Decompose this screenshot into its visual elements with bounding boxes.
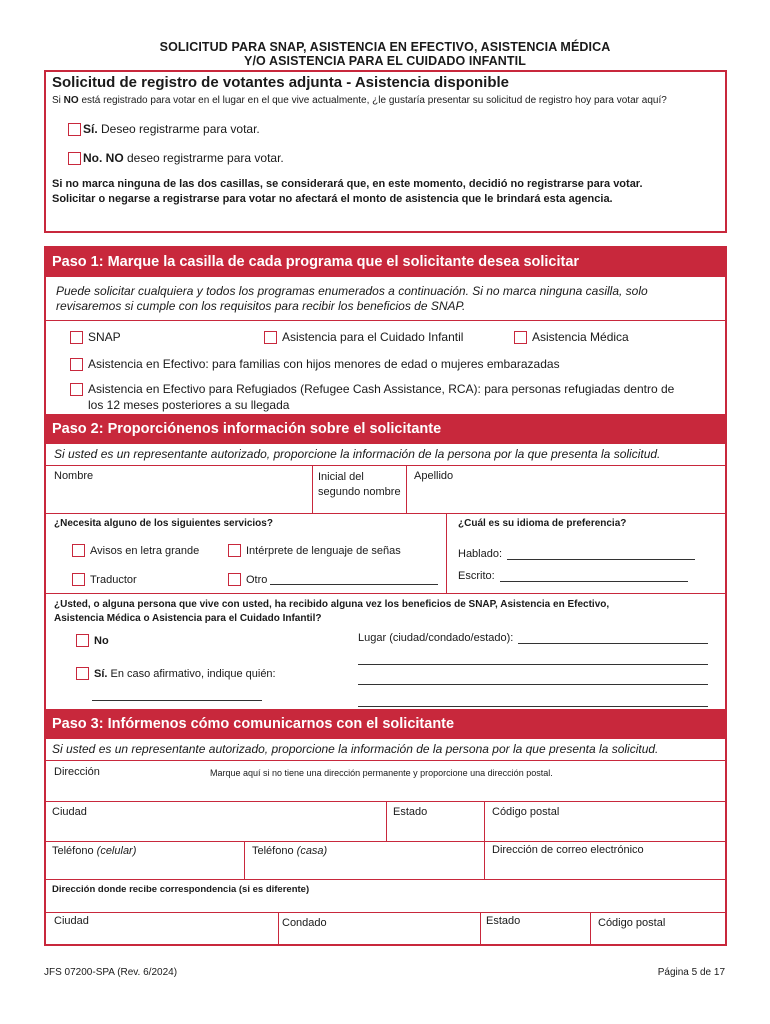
service-other[interactable]: Otro bbox=[228, 573, 438, 586]
divider bbox=[480, 912, 481, 946]
place-input-3[interactable] bbox=[358, 674, 708, 685]
divider bbox=[446, 513, 447, 593]
mailing-city-label: Ciudad bbox=[54, 915, 89, 927]
divider bbox=[278, 912, 279, 946]
step2-instruction: Si usted es un representante autorizado, proporcione la información de la persona por la que presenta la solicitud. bbox=[54, 447, 661, 461]
divider bbox=[46, 912, 725, 913]
snap-checkbox[interactable] bbox=[70, 331, 83, 344]
state-label: Estado bbox=[393, 806, 428, 818]
spoken-language-field[interactable]: Hablado: bbox=[458, 548, 695, 560]
place-input-4[interactable] bbox=[358, 696, 708, 707]
translator-checkbox[interactable] bbox=[72, 573, 85, 586]
step1-header: Paso 1: Marque la casilla de cada programa que el solicitante desea solicitar bbox=[44, 246, 727, 277]
divider bbox=[244, 841, 245, 879]
childcare-checkbox[interactable] bbox=[264, 331, 277, 344]
divider bbox=[484, 841, 485, 879]
place-field[interactable]: Lugar (ciudad/condado/estado): bbox=[358, 632, 708, 644]
divider bbox=[590, 912, 591, 946]
email-label: Dirección de correo electrónico bbox=[492, 844, 644, 856]
other-checkbox[interactable] bbox=[228, 573, 241, 586]
other-input[interactable] bbox=[270, 574, 438, 585]
cell-phone-label: Teléfono (celular) bbox=[52, 845, 137, 857]
divider bbox=[46, 513, 725, 514]
benefits-question-2: Asistencia Médica o Asistencia para el Cuidado Infantil? bbox=[54, 613, 322, 624]
service-translator[interactable]: Traductor bbox=[72, 573, 137, 586]
voter-no-option[interactable]: No. NO deseo registrarme para votar. bbox=[68, 151, 284, 165]
form-title-line2: Y/O ASISTENCIA PARA EL CUIDADO INFANTIL bbox=[244, 54, 526, 68]
voter-question: Si NO está registrado para votar en el lugar en el que vive actualmente, ¿le gustaría presentar su solicitud de registro hoy para votar aquí? bbox=[52, 95, 667, 106]
divider bbox=[484, 801, 485, 841]
step3-instruction: Si usted es un representante autorizado, proporcione la información de la persona por la que presenta la solicitud. bbox=[52, 742, 659, 756]
form-title-line1: SOLICITUD PARA SNAP, ASISTENCIA EN EFECTIVO, ASISTENCIA MÉDICA bbox=[159, 40, 611, 54]
language-question: ¿Cuál es su idioma de preferencia? bbox=[458, 518, 627, 529]
step1-instruction-2: revisaremos si cumple con los requisitos para recibir los beneficios de SNAP. bbox=[56, 299, 466, 313]
service-large-print[interactable]: Avisos en letra grande bbox=[72, 544, 199, 557]
program-snap[interactable]: SNAP bbox=[70, 330, 121, 344]
no-permanent-address-note[interactable]: Marque aquí si no tiene una dirección permanente y proporcione una dirección postal. bbox=[210, 768, 553, 778]
cash-checkbox[interactable] bbox=[70, 358, 83, 371]
benefits-yes-checkbox[interactable] bbox=[76, 667, 89, 680]
voter-note-1: Si no marca ninguna de las dos casillas, se considerará que, en este momento, decidió no registrarse para votar. bbox=[52, 178, 643, 190]
sign-language-checkbox[interactable] bbox=[228, 544, 241, 557]
who-input[interactable] bbox=[92, 690, 262, 701]
divider bbox=[46, 320, 725, 321]
divider bbox=[386, 801, 387, 841]
middle-initial-label: Inicial del segundo nombre bbox=[318, 471, 401, 498]
divider bbox=[406, 466, 407, 513]
program-cash[interactable]: Asistencia en Efectivo: para familias con hijos menores de edad o mujeres embarazadas bbox=[70, 357, 560, 371]
step2-header: Paso 2: Proporciónenos información sobre el solicitante bbox=[44, 414, 727, 444]
step3-header: Paso 3: Infórmenos cómo comunicarnos con el solicitante bbox=[44, 709, 727, 739]
address-label: Dirección bbox=[54, 766, 100, 778]
services-question: ¿Necesita alguno de los siguientes servicios? bbox=[54, 518, 273, 529]
service-sign-language[interactable]: Intérprete de lenguaje de señas bbox=[228, 544, 401, 557]
written-language-input[interactable] bbox=[500, 571, 688, 582]
voter-no-checkbox[interactable] bbox=[68, 152, 81, 165]
page-number: Página 5 de 17 bbox=[657, 967, 725, 978]
apellido-label: Apellido bbox=[414, 470, 454, 482]
voter-title: Solicitud de registro de votantes adjunta - Asistencia disponible bbox=[52, 74, 510, 91]
divider bbox=[46, 760, 725, 761]
form-id: JFS 07200-SPA (Rev. 6/2024) bbox=[44, 967, 178, 978]
spoken-language-input[interactable] bbox=[507, 549, 695, 560]
mailing-county-label: Condado bbox=[282, 917, 327, 929]
voter-note-2: Solicitar o negarse a registrarse para votar no afectará el monto de asistencia que le brindará esta agencia. bbox=[52, 193, 613, 205]
divider bbox=[46, 879, 725, 880]
city-label: Ciudad bbox=[52, 806, 87, 818]
zip-label: Código postal bbox=[492, 806, 560, 818]
benefits-no-option[interactable]: No bbox=[76, 634, 109, 647]
home-phone-label: Teléfono (casa) bbox=[252, 845, 328, 857]
mailing-address-label: Dirección donde recibe correspondencia (si es diferente) bbox=[52, 884, 310, 895]
divider bbox=[312, 466, 313, 513]
benefits-question-1: ¿Usted, o alguna persona que vive con usted, ha recibido alguna vez los beneficios de SNAP, Asistencia en Efectivo, bbox=[54, 599, 610, 610]
divider bbox=[46, 593, 725, 594]
place-input-1[interactable] bbox=[518, 633, 708, 644]
mailing-state-label: Estado bbox=[486, 915, 521, 927]
rca-checkbox[interactable] bbox=[70, 383, 83, 396]
program-rca[interactable]: Asistencia en Efectivo para Refugiados (Refugee Cash Assistance, RCA): para personas refugiadas dentro de bbox=[70, 382, 674, 396]
mailing-zip-label: Código postal bbox=[598, 917, 666, 929]
voter-yes-option[interactable]: Sí. Deseo registrarme para votar. bbox=[68, 122, 260, 136]
large-print-checkbox[interactable] bbox=[72, 544, 85, 557]
benefits-no-checkbox[interactable] bbox=[76, 634, 89, 647]
voter-yes-checkbox[interactable] bbox=[68, 123, 81, 136]
step1-instruction-1: Puede solicitar cualquiera y todos los programas enumerados a continuación. Si no marca ninguna casilla, solo bbox=[56, 284, 648, 298]
program-rca-line2: los 12 meses posteriores a su llegada bbox=[88, 398, 290, 412]
divider bbox=[46, 841, 725, 842]
program-medical[interactable]: Asistencia Médica bbox=[514, 330, 629, 344]
nombre-label: Nombre bbox=[54, 470, 94, 482]
benefits-yes-option[interactable]: Sí. En caso afirmativo, indique quién: bbox=[76, 667, 276, 680]
place-input-2[interactable] bbox=[358, 654, 708, 665]
medical-checkbox[interactable] bbox=[514, 331, 527, 344]
program-childcare[interactable]: Asistencia para el Cuidado Infantil bbox=[264, 330, 463, 344]
divider bbox=[46, 465, 725, 466]
written-language-field[interactable]: Escrito: bbox=[458, 570, 688, 582]
